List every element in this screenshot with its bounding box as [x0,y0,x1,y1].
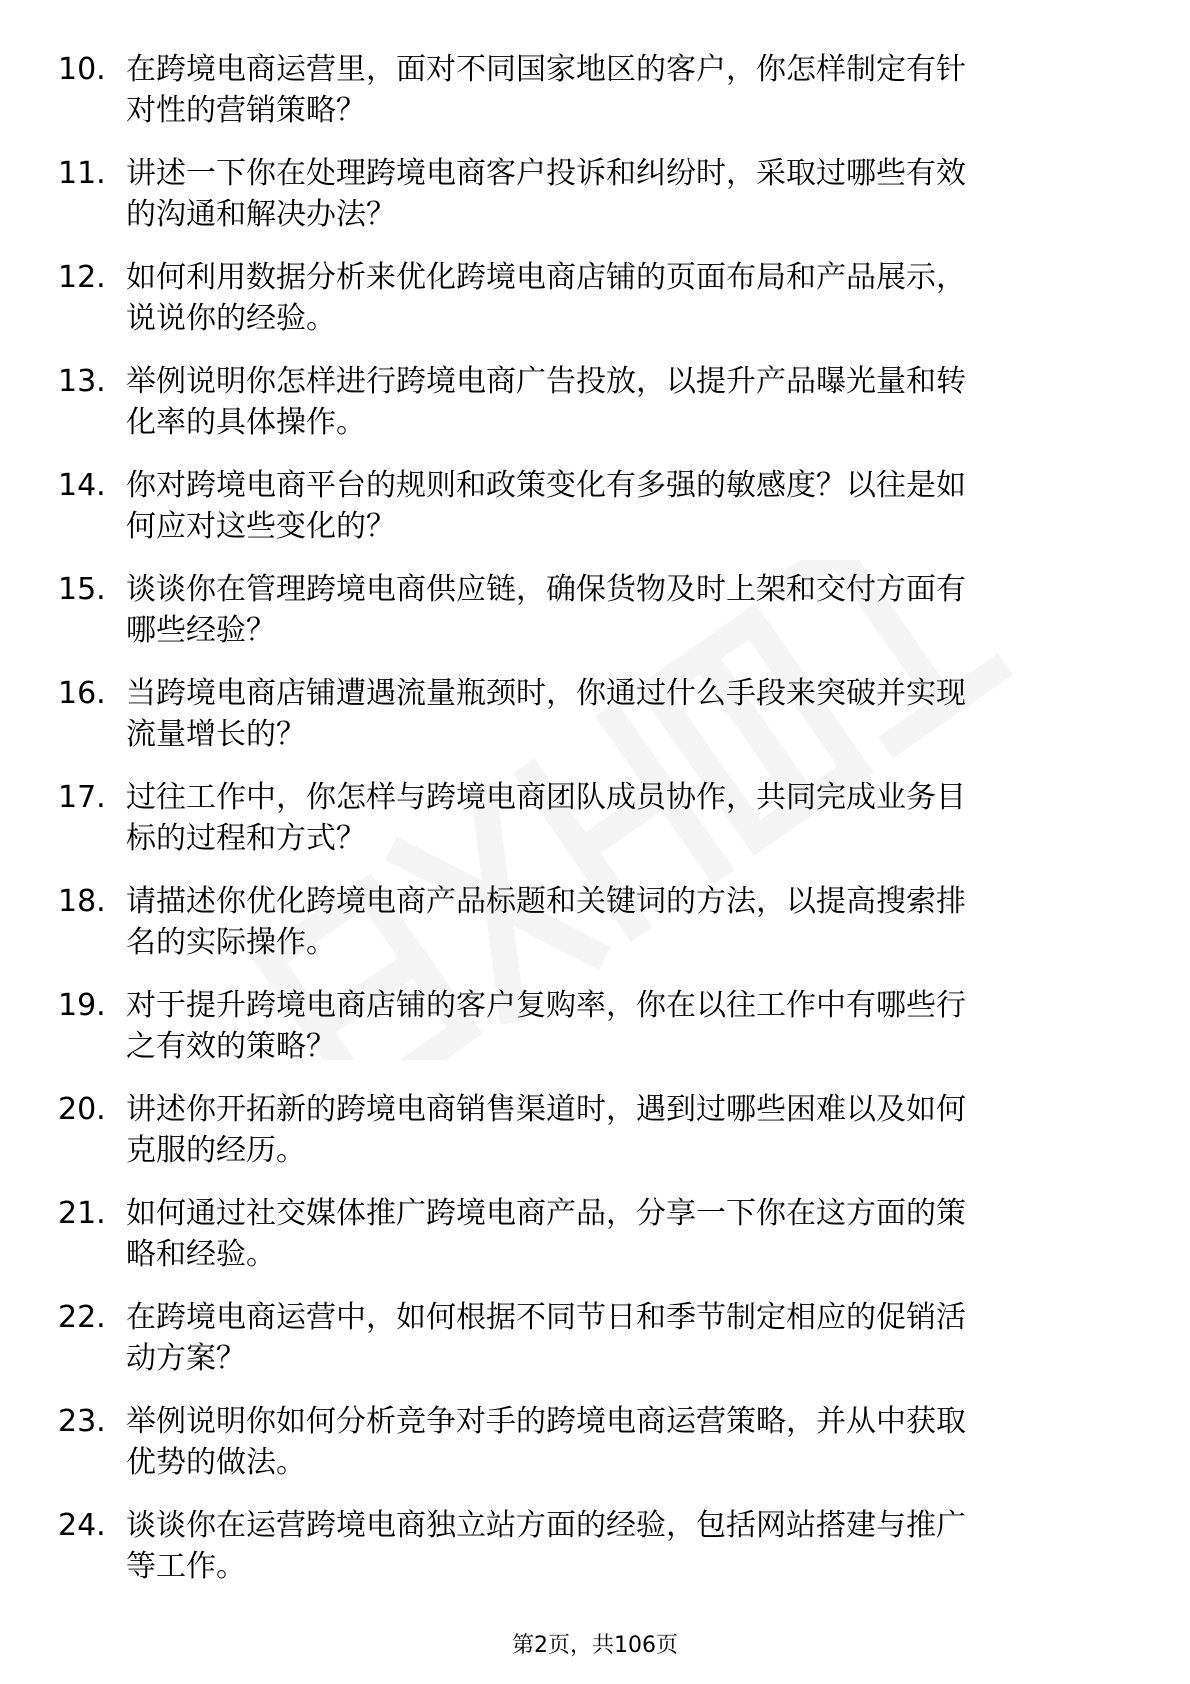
question-list [0,50,1190,1610]
question-item-20 [0,1090,1190,1171]
question-number: 23. [58,1404,106,1439]
question-item-24 [0,1506,1190,1587]
question-item-12 [0,258,1190,339]
question-number: 22. [58,1300,106,1335]
question-number: 16. [58,676,106,711]
question-text-line-2: 之有效的策略？ [126,1029,336,1064]
question-number: 13. [58,364,106,399]
question-number: 21. [58,1196,106,1231]
question-text-line-1: 举例说明你如何分析竞争对手的跨境电商运营策略，并从中获取 [126,1404,966,1439]
question-text-line-2: 动方案？ [126,1341,246,1376]
question-item-21 [0,1194,1190,1275]
question-text-line-1: 谈谈你在管理跨境电商供应链，确保货物及时上架和交付方面有 [126,572,966,607]
question-text-line-1: 你对跨境电商平台的规则和政策变化有多强的敏感度？以往是如 [126,468,966,503]
question-item-15 [0,570,1190,651]
question-text-line-1: 讲述你开拓新的跨境电商销售渠道时，遇到过哪些困难以及如何 [126,1092,966,1127]
question-number: 14. [58,468,106,503]
question-item-11 [0,154,1190,235]
question-text-line-2: 优势的做法。 [126,1445,306,1480]
page-number-label: 第2页，共106页 [512,1633,678,1658]
question-item-10 [0,50,1190,131]
question-text-line-2: 克服的经历。 [126,1133,306,1168]
question-text-line-2: 何应对这些变化的？ [126,509,396,544]
question-text-line-1: 当跨境电商店铺遭遇流量瓶颈时，你通过什么手段来突破并实现 [126,676,966,711]
question-text-line-2: 对性的营销策略？ [126,93,366,128]
question-text-line-2: 略和经验。 [126,1237,276,1272]
question-item-16 [0,674,1190,755]
question-text-line-2: 标的过程和方式？ [126,821,366,856]
question-text-line-2: 哪些经验？ [126,613,276,648]
question-item-22 [0,1298,1190,1379]
question-text-line-1: 举例说明你怎样进行跨境电商广告投放，以提升产品曝光量和转 [126,364,966,399]
question-number: 15. [58,572,106,607]
question-number: 12. [58,260,106,295]
question-text-line-1: 谈谈你在运营跨境电商独立站方面的经验，包括网站搭建与推广 [126,1508,966,1543]
question-number: 20. [58,1092,106,1127]
question-text-line-2: 流量增长的？ [126,717,306,752]
question-number: 18. [58,884,106,919]
question-number: 11. [58,156,106,191]
question-text-line-1: 请描述你优化跨境电商产品标题和关键词的方法，以提高搜索排 [126,884,966,919]
question-number: 10. [58,52,106,87]
question-item-13 [0,362,1190,443]
question-number: 19. [58,988,106,1023]
question-text-line-2: 化率的具体操作。 [126,405,366,440]
question-text-line-1: 在跨境电商运营中，如何根据不同节日和季节制定相应的促销活 [126,1300,966,1335]
question-text-line-1: 讲述一下你在处理跨境电商客户投诉和纠纷时，采取过哪些有效 [126,156,966,191]
question-text-line-1: 对于提升跨境电商店铺的客户复购率，你在以往工作中有哪些行 [126,988,966,1023]
question-item-14 [0,466,1190,547]
question-number: 17. [58,780,106,815]
question-text-line-2: 的沟通和解决办法？ [126,197,396,232]
question-text-line-2: 说说你的经验。 [126,301,336,336]
question-item-19 [0,986,1190,1067]
question-number: 24. [58,1508,106,1543]
question-text-line-2: 等工作。 [126,1549,246,1584]
question-item-18 [0,882,1190,963]
question-item-23 [0,1402,1190,1483]
question-item-17 [0,778,1190,859]
question-text-line-1: 如何通过社交媒体推广跨境电商产品，分享一下你在这方面的策 [126,1196,966,1231]
question-text-line-2: 名的实际操作。 [126,925,336,960]
question-text-line-1: 过往工作中，你怎样与跨境电商团队成员协作，共同完成业务目 [126,780,966,815]
page-footer [0,1632,1190,1660]
question-text-line-1: 如何利用数据分析来优化跨境电商店铺的页面布局和产品展示， [126,260,966,295]
question-text-line-1: 在跨境电商运营里，面对不同国家地区的客户，你怎样制定有针 [126,52,966,87]
